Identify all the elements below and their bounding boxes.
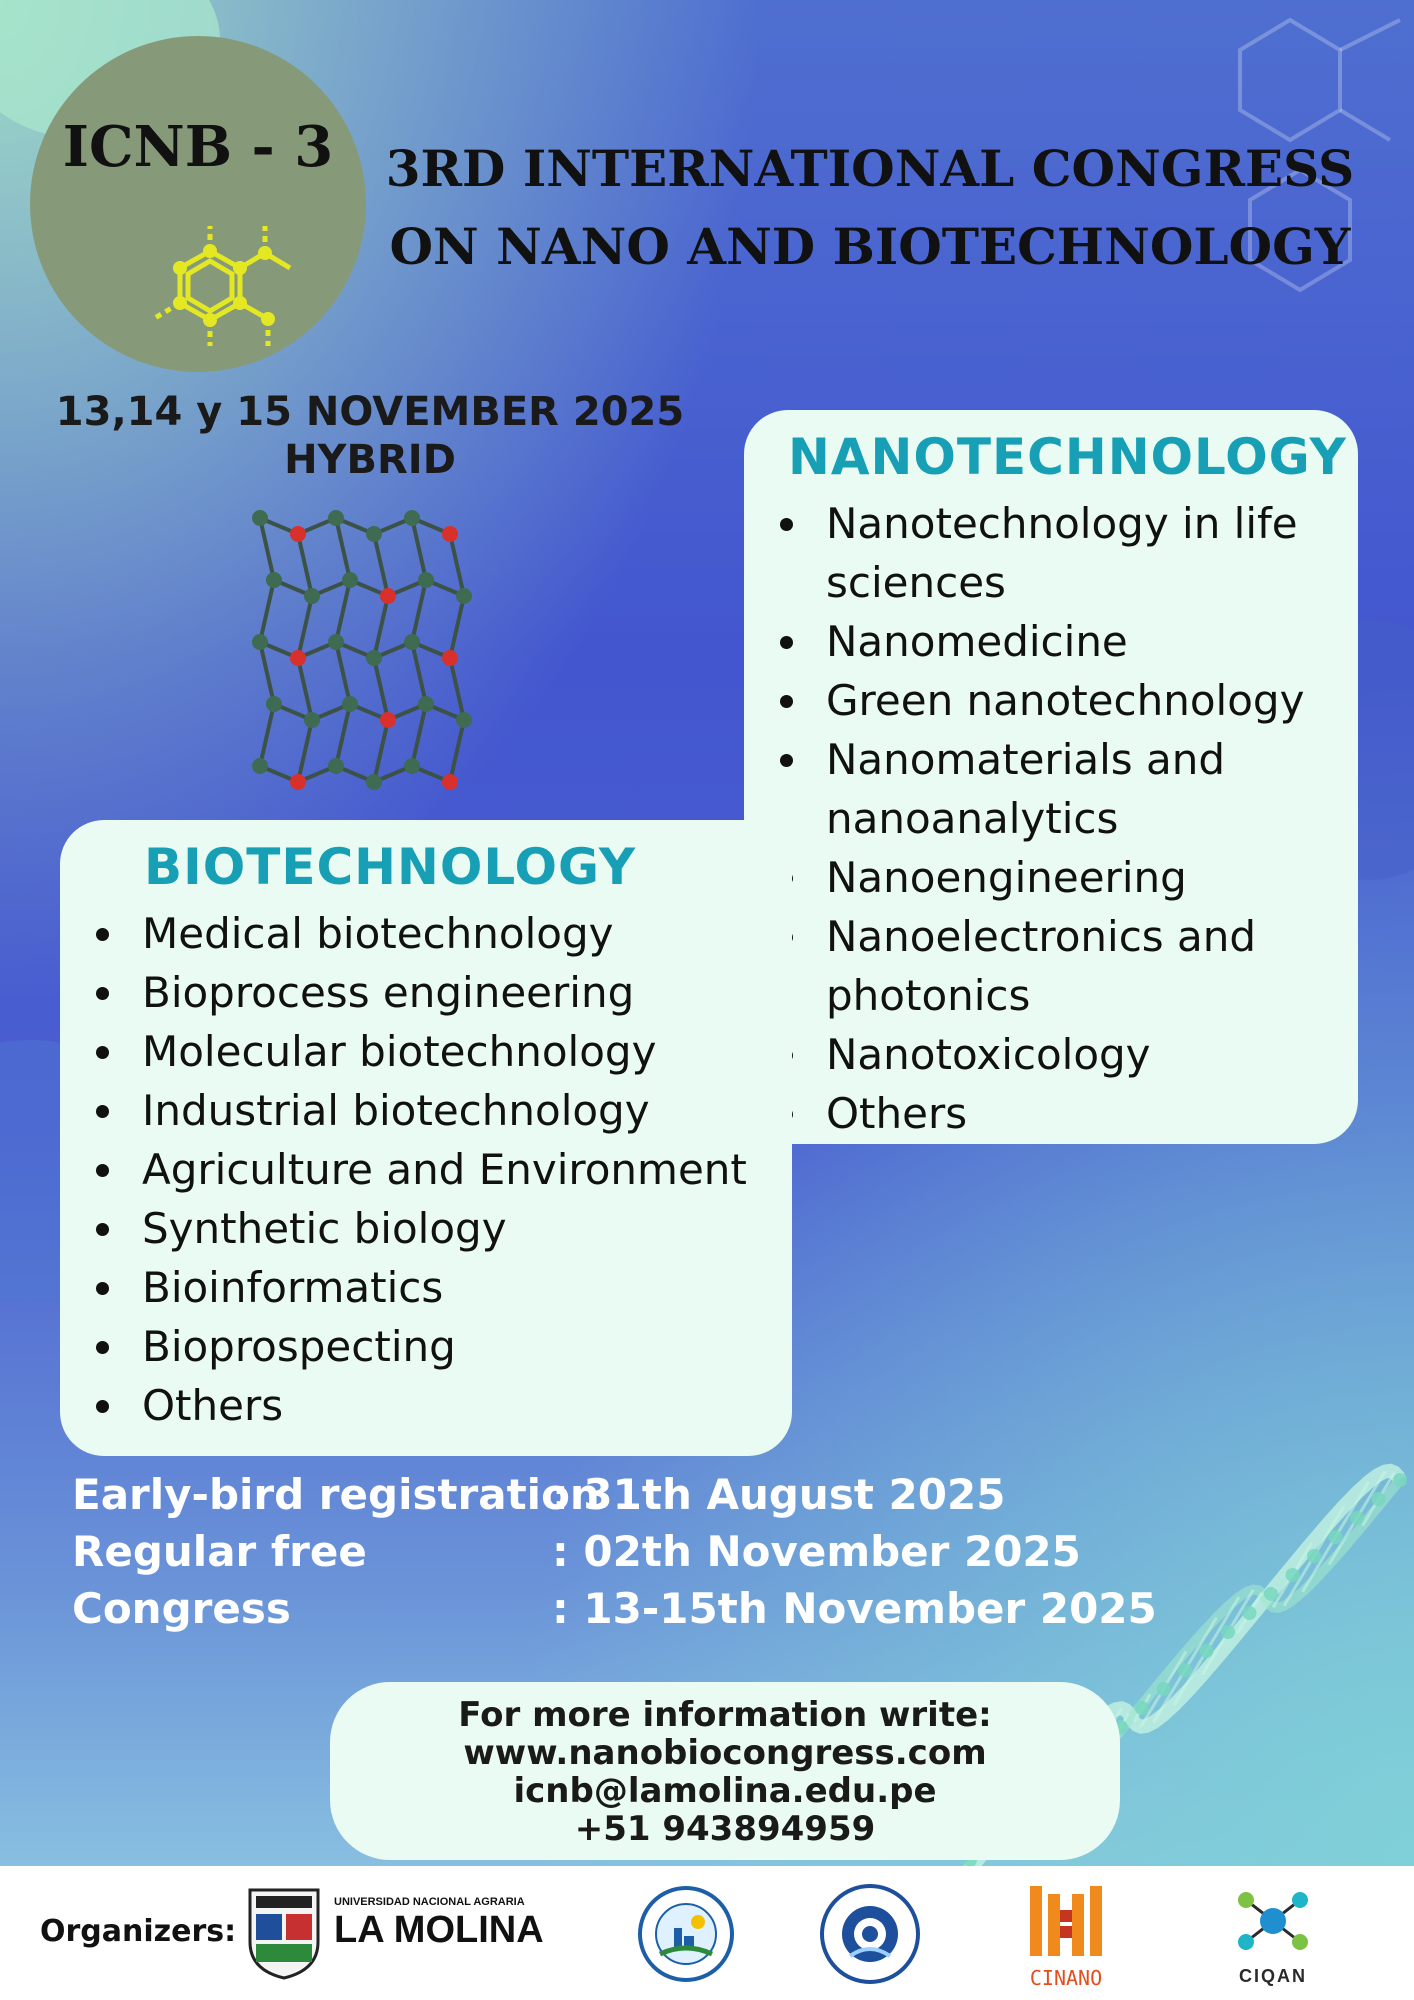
list-item: Nanomaterials and nanoanalytics [772, 730, 1362, 848]
list-item: Nanotechnology in life sciences [772, 494, 1362, 612]
date-row-early-bird [72, 1470, 1172, 1527]
list-item: Synthetic biology [88, 1199, 798, 1258]
dna-base [1200, 1644, 1214, 1658]
bond [298, 534, 312, 596]
bond [450, 658, 464, 720]
molecular-structure-illustration [230, 490, 490, 810]
contact-heading: For more information write: [458, 1695, 992, 1735]
contact-text [330, 1696, 1120, 1848]
dna-base [1286, 1568, 1300, 1582]
bond [336, 642, 350, 704]
website-link[interactable]: www.nanobiocongress.com [463, 1733, 987, 1773]
list-item: Molecular biotechnology [88, 1022, 798, 1081]
email-link[interactable]: icnb@lamolina.edu.pe [513, 1771, 937, 1811]
atom [456, 588, 472, 604]
bond [336, 518, 350, 580]
atom [380, 588, 396, 604]
bond [336, 704, 350, 766]
atom [290, 526, 306, 542]
ciqan-label: CIQAN [1239, 1966, 1307, 1986]
bond [298, 720, 312, 782]
atom [290, 774, 306, 790]
dna-base [1221, 1625, 1235, 1639]
date-label: Congress [72, 1584, 291, 1633]
atom [404, 758, 420, 774]
organizers-label: Organizers: [40, 1914, 237, 1949]
list-item: Others [772, 1084, 1362, 1143]
atom [366, 526, 382, 542]
biotechnology-card [60, 820, 792, 1456]
list-item: Nanoelectronics and photonics [772, 907, 1362, 1025]
list-item: Others [88, 1376, 798, 1435]
cinano-logo [1024, 1880, 1108, 1990]
bond [260, 580, 274, 642]
dna-base [1393, 1473, 1407, 1487]
date-value: : 02th November 2025 [552, 1527, 1081, 1576]
atom [342, 572, 358, 588]
phone-number: +51 943894959 [574, 1809, 876, 1849]
bond [450, 534, 464, 596]
bond [336, 580, 350, 642]
atom [252, 510, 268, 526]
university-name-small: UNIVERSIDAD NACIONAL AGRARIA [334, 1896, 525, 1908]
congress-title [340, 130, 1400, 286]
la-molina-wordmark [334, 1896, 574, 1952]
university-name-big: LA MOLINA [334, 1909, 544, 1951]
mode-line: HYBRID [284, 437, 456, 483]
bond [374, 534, 388, 596]
dna-base [1264, 1587, 1278, 1601]
contact-card [330, 1682, 1120, 1860]
bond [412, 704, 426, 766]
list-item: Bioprocess engineering [88, 963, 798, 1022]
atom [328, 510, 344, 526]
atom [252, 634, 268, 650]
dna-base [1178, 1663, 1192, 1677]
important-dates [72, 1470, 1172, 1641]
date-row-congress [72, 1584, 1172, 1641]
bond [412, 580, 426, 642]
atom [266, 572, 282, 588]
congress-title-line1: 3RD INTERNATIONAL CONGRESS [385, 139, 1355, 198]
bond [260, 642, 274, 704]
atom [404, 510, 420, 526]
atom [380, 712, 396, 728]
list-item: Nanotoxicology [772, 1025, 1362, 1084]
atom [328, 634, 344, 650]
bond [374, 596, 388, 658]
atom [328, 758, 344, 774]
molecule-icon [150, 216, 300, 356]
atom [366, 650, 382, 666]
cinano-emblem-icon [1024, 1880, 1108, 1962]
nanotechnology-list [772, 494, 1362, 1143]
atom [366, 774, 382, 790]
list-item: Agriculture and Environment [88, 1140, 798, 1199]
atom [456, 712, 472, 728]
bond [412, 518, 426, 580]
nanotechnology-card [744, 410, 1358, 1144]
atom [442, 526, 458, 542]
bond [260, 704, 274, 766]
bond [260, 518, 274, 580]
atom [290, 650, 306, 666]
congress-title-line2: ON NANO AND BIOTECHNOLOGY [389, 217, 1351, 276]
date-row-regular [72, 1527, 1172, 1584]
date-line: 13,14 y 15 NOVEMBER 2025 [55, 389, 685, 435]
dna-base [1135, 1701, 1149, 1715]
bond [298, 658, 312, 720]
bond [374, 720, 388, 782]
dna-base [1329, 1530, 1343, 1544]
bond [450, 720, 464, 782]
atom [418, 572, 434, 588]
list-item: Bioinformatics [88, 1258, 798, 1317]
list-item: Medical biotechnology [88, 904, 798, 963]
dna-base [1307, 1549, 1321, 1563]
bond [412, 642, 426, 704]
event-dates [40, 388, 700, 484]
nanotechnology-title: NANOTECHNOLOGY [788, 428, 1347, 486]
biotechnology-list [88, 904, 798, 1435]
atom [304, 712, 320, 728]
atom [418, 696, 434, 712]
event-badge [30, 36, 366, 372]
faculty-of-sciences-logo [818, 1882, 922, 1986]
date-label: Regular free [72, 1527, 367, 1576]
date-value: : 13-15th November 2025 [552, 1584, 1157, 1633]
dna-base [1350, 1511, 1364, 1525]
dna-base [1243, 1606, 1257, 1620]
dna-base [1372, 1492, 1386, 1506]
list-item: Nanomedicine [772, 612, 1362, 671]
list-item: Industrial biotechnology [88, 1081, 798, 1140]
atom [342, 696, 358, 712]
cinano-label: CINANO [1029, 1966, 1103, 1990]
date-value: : 31th August 2025 [552, 1470, 1006, 1519]
bond [450, 596, 464, 658]
atom [304, 588, 320, 604]
biotechnology-title: BIOTECHNOLOGY [144, 838, 637, 896]
list-item: Nanoengineering [772, 848, 1362, 907]
ueups-logo [636, 1884, 736, 1984]
date-label: Early-bird registration [72, 1470, 600, 1519]
list-item: Bioprospecting [88, 1317, 798, 1376]
atom [266, 696, 282, 712]
la-molina-crest-logo [246, 1884, 322, 1980]
bond [374, 658, 388, 720]
list-item: Green nanotechnology [772, 671, 1362, 730]
atom [442, 650, 458, 666]
ciqan-logo [1226, 1880, 1320, 1992]
atom [404, 634, 420, 650]
atom [442, 774, 458, 790]
bond [298, 596, 312, 658]
ciqan-atom-icon [1226, 1880, 1320, 1962]
dna-base [1157, 1682, 1171, 1696]
organizers-footer [0, 1866, 1414, 2000]
badge-title: ICNB - 3 [62, 114, 334, 180]
atom [252, 758, 268, 774]
